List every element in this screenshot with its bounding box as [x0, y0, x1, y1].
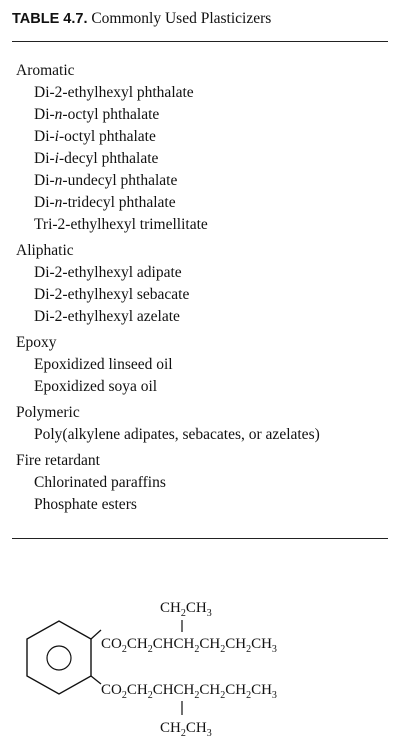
table-number: TABLE 4.7. — [12, 11, 88, 27]
upper-bond — [91, 630, 101, 639]
category-fire-retardant — [16, 450, 388, 516]
category-aromatic — [16, 60, 388, 236]
benzene-ring — [27, 621, 91, 694]
list-item: Poly(alkylene adipates, sebacates, or azelates) — [34, 426, 320, 443]
list-item: Di-i-decyl phthalate — [34, 150, 159, 167]
chemical-structure — [0, 550, 400, 746]
list-item: Epoxidized soya oil — [34, 378, 158, 395]
category-heading: Aliphatic — [16, 242, 74, 259]
category-heading: Fire retardant — [16, 452, 100, 469]
list-item: Di-2-ethylhexyl azelate — [34, 308, 180, 325]
bottom-substituent: $CH_2CH_3$ — [160, 720, 212, 739]
category-polymeric — [16, 402, 388, 446]
table-caption: Commonly Used Plasticizers — [91, 10, 272, 27]
list-item: Tri-2-ethylhexyl trimellitate — [34, 216, 208, 233]
list-item: Di-i-octyl phthalate — [34, 128, 156, 145]
lower-ester-chain: $CO_2CH_2CHCH_2CH_2CH_2CH_3$ — [101, 682, 277, 701]
upper-ester-chain: $CO_2CH_2CHCH_2CH_2CH_2CH_3$ — [101, 636, 277, 655]
plasticizer-list — [16, 60, 388, 516]
top-substituent: $CH_2CH_3$ — [160, 600, 212, 619]
list-item: Epoxidized linseed oil — [34, 356, 173, 373]
list-item: Di-n-undecyl phthalate — [34, 172, 178, 189]
list-item: Di-n-octyl phthalate — [34, 106, 160, 123]
category-heading: Epoxy — [16, 334, 57, 351]
list-item: Di-2-ethylhexyl adipate — [34, 264, 182, 281]
bottom-rule — [12, 538, 388, 539]
structure-drawing — [0, 550, 400, 746]
category-epoxy — [16, 332, 388, 398]
list-item: Di-2-ethylhexyl sebacate — [34, 286, 190, 303]
list-item: Di-n-tridecyl phthalate — [34, 194, 176, 211]
category-heading: Polymeric — [16, 404, 80, 421]
list-item: Di-2-ethylhexyl phthalate — [34, 84, 194, 101]
table-title — [12, 10, 271, 28]
category-aliphatic — [16, 240, 388, 328]
aromatic-circle — [47, 646, 71, 670]
category-heading: Aromatic — [16, 62, 75, 79]
list-item: Phosphate esters — [34, 496, 137, 513]
lower-bond — [91, 676, 101, 684]
top-rule — [12, 41, 388, 42]
list-item: Chlorinated paraffins — [34, 474, 166, 491]
